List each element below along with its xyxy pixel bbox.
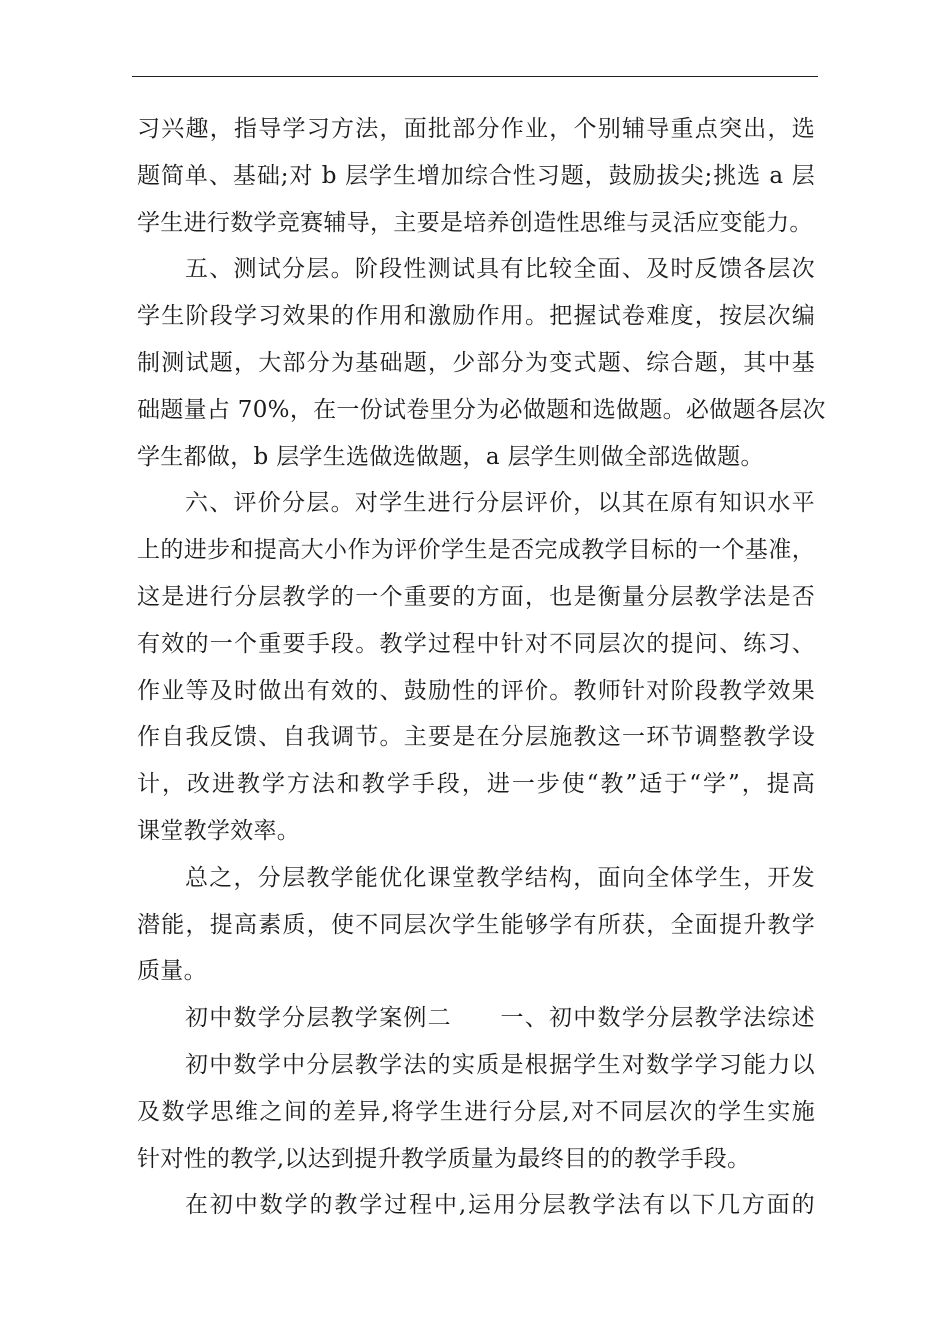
text-line: 学生进行数学竞赛辅导，主要是培养创造性思维与灵活应变能力。 <box>137 209 813 236</box>
text-line: 在初中数学的教学过程中,运用分层教学法有以下几方面的 <box>185 1192 815 1219</box>
text-line: 作自我反馈、自我调节。主要是在分层施教这一环节调整教学设 <box>137 724 815 751</box>
text-line: 总之，分层教学能优化课堂教学结构，面向全体学生，开发 <box>185 864 815 891</box>
text-line: 计，改进教学方法和教学手段，进一步使“教”适于“学”，提高 <box>137 771 815 798</box>
text-line: 题简单、基础;对 b 层学生增加综合性习题，鼓励拔尖;挑选 a 层 <box>137 162 815 189</box>
text-line: 有效的一个重要手段。教学过程中针对不同层次的提问、练习、 <box>137 630 815 657</box>
document-body <box>137 106 826 1229</box>
text-line: 六、评价分层。对学生进行分层评价，以其在原有知识水平 <box>185 490 815 517</box>
text-line: 上的进步和提高大小作为评价学生是否完成教学目标的一个基准， <box>137 537 815 564</box>
text-line: 及数学思维之间的差异,将学生进行分层,对不同层次的学生实施 <box>137 1098 815 1125</box>
text-line: 制测试题，大部分为基础题，少部分为变式题、综合题，其中基 <box>137 349 815 376</box>
header-rule <box>132 76 818 77</box>
text-line: 这是进行分层教学的一个重要的方面，也是衡量分层教学法是否 <box>137 583 815 610</box>
text-line: 质量。 <box>137 958 207 985</box>
text-line: 针对性的教学,以达到提升教学质量为最终目的的教学手段。 <box>137 1145 751 1172</box>
text-line: 课堂教学效率。 <box>137 817 301 844</box>
text-line: 作业等及时做出有效的、鼓励性的评价。教师针对阶段教学效果 <box>137 677 815 704</box>
text-line: 五、测试分层。阶段性测试具有比较全面、及时反馈各层次 <box>185 256 815 283</box>
text-line: 学生都做，b 层学生选做选做题，a 层学生则做全部选做题。 <box>137 443 764 470</box>
text-line: 初中数学中分层教学法的实质是根据学生对数学学习能力以 <box>185 1051 815 1078</box>
text-line: 习兴趣，指导学习方法，面批部分作业，个别辅导重点突出，选 <box>137 116 815 142</box>
text-line: 初中数学分层教学案例二 一、初中数学分层教学法综述 <box>185 1005 815 1032</box>
text-line: 础题量占 70%，在一份试卷里分为必做题和选做题。必做题各层次 <box>137 396 826 423</box>
text-line: 潜能，提高素质，使不同层次学生能够学有所获，全面提升教学 <box>137 911 815 938</box>
text-line: 学生阶段学习效果的作用和激励作用。把握试卷难度，按层次编 <box>137 303 815 330</box>
